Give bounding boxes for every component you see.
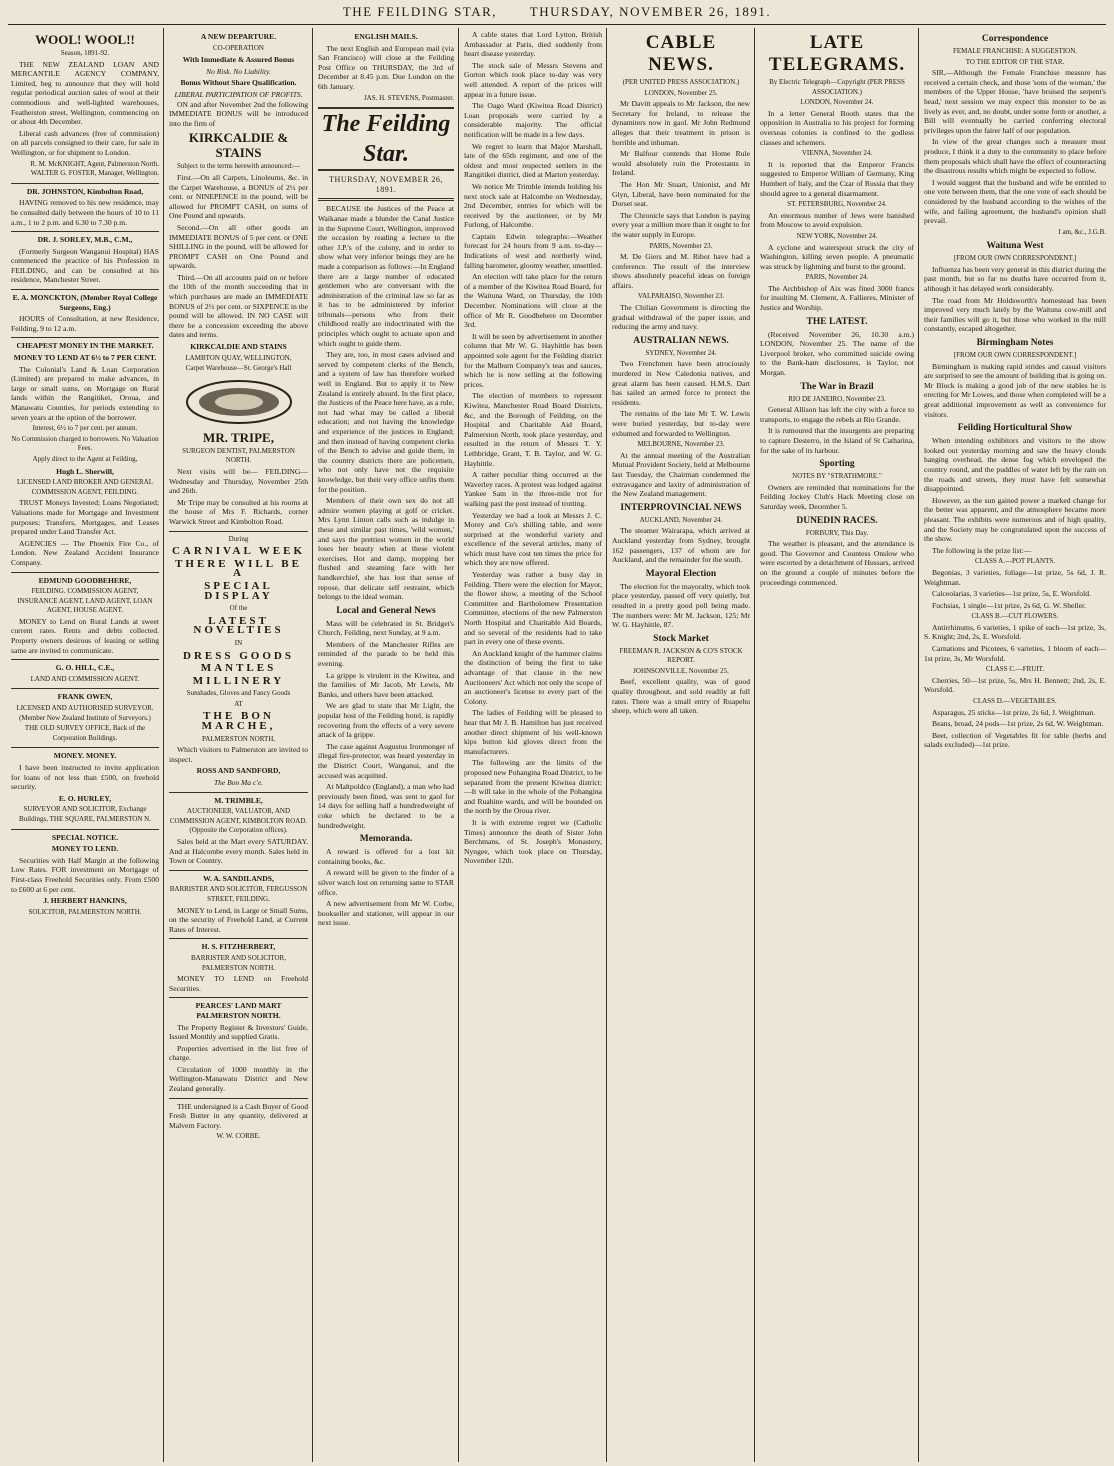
cable-item: The election for the mayoralty, which took place yesterday, passed off very quietly, but resulted in a pretty good poll being made. The numbers were: Mr M. Jackson, 125; Mr W. G. Hayhittle, 87. (612, 581, 750, 630)
cooperation: CO-OPERATION (213, 43, 264, 52)
dateline: AUCKLAND, November 24. (639, 515, 723, 524)
postmaster: JAS. H. STEVENS, Postmaster. (363, 93, 454, 102)
column-5-cable-news (609, 30, 753, 1460)
dateline: LONDON, November 25. (644, 88, 718, 97)
by-electric: By Electric Telegraph—Copyright (PER PRESS ASSOCIATION.) (769, 78, 905, 96)
stock-market-heading: Stock Market (653, 633, 709, 644)
prize-entry: Fuchsias, 1 single—1st prize, 2s 6d, G. W. Sheller. (932, 600, 1086, 610)
ad-rule (11, 572, 159, 573)
prize-entry: Carnations and Picotees, 6 varieties, 1 bloom of each—1st prize, 3s, Mr Worsfold. (924, 644, 1106, 663)
local-item-6: At Maltpoldco (England), a man who had previously been fined, was sent to gaol for 14 days for selling half a hundredweight of coke which he declared to be a hundredweight. (318, 782, 454, 830)
press-association: (PER UNITED PRESS ASSOCIATION.) (622, 78, 740, 86)
birmingham-paragraph: Birmingham is making rapid strides and casual visitors are surprised to see the amount of building that is going on. Mr Block is making a good job of the new stables he is erecting for Mr Lowes, and those when completed will be a great additional improvement as well as convenience for visitors. (924, 361, 1106, 419)
memoranda-heading: Memoranda. (359, 834, 413, 845)
news-paragraph: We notice Mr Trimble intends holding his next stock sale at Halcombe on Wednesday, 2nd December, entries for which will be received by the auctioneer, or by Mr Furlong, of Halcombe. (464, 181, 602, 230)
column-1-advertisements (8, 30, 162, 1460)
telegram-item: (Received November 26, 10.30 a.m.) LONDON, November 25. The name of the Liverpool broker, who committed suicide owing to the Bank-ham disclosures, is Taylor, not Morgan. (760, 329, 914, 378)
letter-signature: I am, &c., J.G.B. (1058, 227, 1106, 236)
dress-goods: DRESS GOODS (183, 649, 294, 662)
letter-paragraph: In view of the great changes such a measure must produce, I think it a duty to the community to place before them proposals which shall have the effect of counteracting the disastrous results which might be expected to follow. (924, 137, 1106, 176)
goodbehere-sub: FEILDING. COMMISSION AGENT, INSURANCE AGENT, LAND AGENT, LOAN AGENT, HOUSE AGENT. (17, 587, 153, 615)
tripe-heading: MR. TRIPE, (203, 429, 274, 445)
hill-sub: LAND AND COMMISSION AGENT. (30, 674, 140, 683)
column-divider (163, 28, 164, 1462)
wool-season: Season, 1891-92. (60, 49, 110, 57)
millinery: MILLINERY (192, 674, 285, 687)
prize-entry: Beet, collection of Vegetables fit for table (herbs and salads excluded)—1st prize. (924, 730, 1106, 750)
column-3-editorial (315, 30, 457, 1460)
editorial-dateline: THURSDAY, NOVEMBER 26, 1891. (329, 175, 443, 194)
dateline: ST. PETERSBURG, November 24. (787, 200, 887, 209)
sandilands-body: MONEY to Lend, in Large or Small Sums, on the security of Freehold Land, at Current Rates of Interest. (169, 905, 308, 934)
ad-rule (169, 1098, 308, 1099)
news-paragraph: It will be seen by advertisement in another column that Mr W. G. Hayhittle has been appointed sole agent for the Feilding district for the Malburn Company's teas and sauces, which he is now selling at the following prices. (464, 331, 602, 389)
wool-body: THE NEW ZEALAND LOAN AND MERCANTILE AGENCY COMPANY, Limited, beg to announce that they will hold regular periodical auction sales of wool at their commodious and well-lighted warehouses, Featherston street, Wellington, commencing on or about 4th December. (11, 59, 159, 127)
dateline: MELBOURNE, November 23. (637, 440, 725, 449)
which-visitors: Which visitors to Palmerston are invited to inspect. (169, 745, 308, 764)
hill-heading: G. O. HILL, C.E., (55, 663, 115, 673)
prize-list-intro: The following is the prize list:— (932, 545, 1032, 555)
hurley-heading: E. O. HURLEY, (58, 793, 112, 803)
latest-novelties: LATEST NOVELTIES (193, 614, 284, 637)
carpet-warehouse: Carpet Warehouse—St. George's Hall (185, 364, 292, 373)
birmingham-notes-heading: Birmingham Notes (976, 338, 1054, 349)
properties-advertised: Properties advertised in the list free of charge. (169, 1043, 308, 1063)
hurley-sub: SURVEYOR AND SOLICITOR, Exchange Buildings, THE SQUARE, PALMERSTON N. (19, 805, 151, 823)
column-2-advertisements (166, 30, 311, 1460)
second-term: Second.—On all other goods an IMMEDIATE BONUS of 5 per cent. or ONE SHILLING in the pound, will be allowed for PROMPT CASH on One Pound and upwards. (169, 222, 308, 271)
telegram-item: A cyclone and waterspout struck the city of Washington, killing seven people. A pneumatic was struck by lightning and burst to the ground. (760, 242, 914, 271)
dr-sorley-body: (Formerly Surgeon Wanganui Hospital) HAS commenced the practice of his Profession in FEILDING, and can be consulted at his residence, Manchester Street. (11, 246, 159, 285)
news-paragraph: Yesterday was rather a busy day in Feilding. There were the election for Mayor, the flower show, a meeting of the School Committee and Bartholomew Presentation Committee, elections of the new Palmerston North Hospital and Charitable Aid Boards, and so several of the residents had to take part in every one of these events. (464, 570, 602, 647)
australian-news-heading: AUSTRALIAN NEWS. (633, 335, 729, 346)
local-item-1: Mass will be celebrated in St. Bridget's Church, Feilding, next Sunday, at 9 a.m. (318, 618, 454, 638)
telegram-item: General Allison has left the city with a force to transports, to engage the rebels at Rio Grande. (760, 405, 914, 424)
local-item-3: La grippe is virulent in the Kiwitea, and the families of Mr Jacob, Mr Lewis, Mr Banks, and others have been attacked. (318, 670, 454, 699)
double-rule (318, 198, 454, 201)
news-paragraph: A rather peculiar thing occurred at the Waverley races. A protest was lodged against Yankee Sam in the three-mile trot for walking past the post instead of trotting. (464, 470, 602, 508)
colonial-loan-body: The Colonial's Land & Loan Corporation (Limited) are prepared to make advances, in large or small sums, on Mortgage on Rural lands within the Rangitikei, Oroua, and Manawatu Counties, for periods extending to seven years at the option of the borrower. (11, 364, 159, 422)
during: During (228, 534, 249, 543)
cable-item: At the annual meeting of the Australian Mutual Provident Society, held at Melbourne last Tuesday, the Chairman condemned the extravagance and laxity of administration of the New Zealand management. (612, 450, 750, 499)
telegram-item: It is reported that the Emperor Francis suggested to Emperor William of Germany, King Humbert of Italy, and the Czar of Russia that they should agree to a general disarmament. (760, 159, 914, 198)
cable-item: The Chronicle says that London is paying every year a million more than it ought to for the water supply in Europe. (612, 210, 750, 239)
dateline: VIENNA, November 24. (801, 149, 873, 158)
telegram-item: It is rumoured that the insurgents are preparing to capture Desterro, in the Island of St Catharina, for the sake of its harbour. (760, 426, 914, 455)
ross-sandford: ROSS AND SANDFORD, (196, 766, 281, 776)
cable-item: Two Frenchmen have been atrociously murdered in New Caledonia natives, and great alarm has been caused. H.M.S. Dart has sailed an armed force to protect the residents. (612, 359, 750, 407)
apply-direct: Apply direct to the Agent at Feilding, (32, 454, 138, 463)
dateline: JOHNSONVILLE, November 25. (633, 666, 729, 675)
local-item-4: We are glad to state that Mr Light, the popular host of the Feilding hotel, is rapidly recovering from the effects of a very severe attack of la grippe. (318, 701, 454, 740)
no-commission: No Commission charged to borrowers. No Valuation Fees. (11, 434, 159, 453)
no-risk: No Risk. No Liability. (206, 66, 271, 76)
ad-rule (11, 183, 159, 184)
from-correspondent: [FROM OUR OWN CORRESPONDENT.] (953, 254, 1077, 263)
waituna-paragraph: The road from Mr Holdsworth's homestead has been improved very much lately by the Waituna cow-mill and their families will go it, but those who worked in the mill constantly, escaped altogether. (924, 295, 1106, 334)
lambton-quay: LAMBTON QUAY, WELLINGTON, (185, 353, 292, 362)
trust-body: TRUST Moneys Invested; Loans Negotiated; Valuations made for Mortgage and Investment purposes; Transfers, Mortgages, and Leases prepared under Land Transfer Act. (11, 498, 159, 537)
class-heading: CLASS D.—VEGETABLES. (973, 697, 1057, 706)
dateline: SYDNEY, November 24. (645, 348, 717, 357)
trimble-heading: M. TRIMBLE, (214, 795, 263, 805)
waituna-paragraph: Influenza has been very general in this district during the past month, but so far no deaths have occurred from it, although it has delayed work considerably. (924, 264, 1106, 294)
dr-johnston-heading: DR. JOHNSTON, Kimbolton Road, (26, 186, 144, 196)
cable-item: The Chilian Government is directing the gradual withdrawal of the paper issue, and reducing the army and navy. (612, 303, 750, 332)
ad-rule (11, 289, 159, 290)
agencies: AGENCIES — The Phoenix Fire Co., of London. New Zealand Accident Insurance Company. (11, 538, 159, 567)
monckton-body: HOURS of Consultation, at new Residence, Feilding, 9 to 12 a.m. (11, 314, 159, 333)
cable-item: The steamer Wairarapa, which arrived at Auckland yesterday from Sydney, brought 162 passengers, 137 of whom are for Auckland, and the remainder for the south. (612, 526, 750, 565)
memo-item-2: A reward will be given to the finder of a silver watch lost on returning same to STAR office. (318, 868, 454, 897)
class-heading: CLASS C.—FRUIT. (985, 665, 1045, 674)
dateline: VALPARAISO, November 23. (637, 292, 725, 301)
dunedin-races-heading: DUNEDIN RACES. (796, 515, 878, 526)
telegram-item: An enormous number of Jews were banished from Moscow to avoid expulsion. (760, 210, 914, 230)
prize-entry: Cherries, 50—1st prize, 5s, Mrs H. Bennett; 2nd, 2s, E. Worsfold. (924, 675, 1106, 695)
class-heading: CLASS A.—POT PLANTS. (974, 557, 1055, 566)
in: IN (234, 638, 243, 647)
dateline: NEW YORK, November 24. (796, 231, 878, 240)
news-paragraph: The stock sale of Messrs Stevens and Gorton which took place to-day was very well attended. A report of the prices will appear in a future issue. (464, 60, 602, 99)
mtl-body: Securities with Half Margin at the following Low Rates. FOR investment on Mortgage of First-class Freehold Securities only. From £500 to £600 at 6 per cent. (11, 855, 159, 894)
dr-sorley-heading: DR. J. SORLEY, M.B., C.M., (37, 235, 133, 245)
ad-rule (11, 747, 159, 748)
news-paragraph: It is with extreme regret we (Catholic Times) announce the death of Sister John Berchmans, of St. Joseph's Monastery, Nyngee, which took place on Thursday, November 12th. (464, 817, 602, 866)
monckton-heading: E. A. MONCKTON, (Member Royal College Surgeons, Eng.) (12, 293, 158, 312)
leader-paragraph-3: Members of their own sex do not all admire women playing at golf or cricket. Mrs Lynn Linton calls such as indulge in these and similar past times, 'wild women,' and says the prettiest women in the world loses her beauty when at these violent exercises. Hot and damp, mopping her flushed and steaming face with her handkerchief, she has lost that sense of repose, that delicate self restraint, which belongs to the ideal woman. (318, 496, 454, 602)
bonus-heading: Bonus Without Share Qualification. (180, 78, 297, 88)
ad-rule (169, 938, 308, 939)
cable-item: M. De Giers and M. Ribot have had a conference. The result of the interview shows absolutely peaceful ideas on foreign affairs. (612, 252, 750, 290)
ornamental-cartouche-image (184, 378, 294, 426)
mayoral-election-heading: Mayoral Election (645, 568, 717, 579)
hankins-heading: J. HERBERT HANKINS, (43, 896, 127, 906)
special-notice-heading: SPECIAL NOTICE. (51, 832, 119, 842)
from-correspondent: [FROM OUR OWN CORRESPONDENT.] (953, 351, 1077, 360)
english-mails-body: The next English and European mail (via San Francisco) will close at the Feilding Post Office on THURSDAY, the 3rd of December at 8.45 p.m. Due London on the 6th January. (318, 43, 454, 91)
owen-sub: LICENSED AND AUTHORISED SURVEYOR. (Member New Zealand Institute of Surveyors.) (16, 704, 154, 722)
mantles: MANTLES (200, 662, 277, 675)
goodbehere-body: MONEY to Lend on Rural Lands at sweet current rates. Rents and debts collected. Property owners desirous of leasing or selling same are invited to communicate. (11, 616, 159, 655)
ad-rule (169, 997, 308, 998)
fitzherbert-sub: BARRISTER AND SOLICITOR, PALMERSTON NORTH. (191, 953, 286, 972)
trimble-body: Sales held at the Mart every SATURDAY. And at Halcombe every month. Sales held in Town or Country. (169, 837, 308, 866)
ad-rule (11, 659, 159, 660)
masthead (0, 4, 1114, 22)
palmerston-north: PALMERSTON NORTH, (201, 734, 276, 743)
leader-paragraph-2: They are, too, in most cases advised and served by competent clerks of the Bench, and a system of law has therefore worked well in England. But to apply it to New Zealand is entirely absurd. In the first place, the Justices of the Peace here have, as a rule, not had what may be called a liberal education; and not having the knowledge and experience of the justices in England; and then instead of having competent clerks of the Bench to advise and guide them, in the country districts there are policemen, who not only have not the requisite knowledge, but their very office unfits them for the position. (318, 350, 454, 494)
money-heading: MONEY. MONEY. (53, 751, 117, 761)
column-divider (754, 28, 755, 1462)
local-item-2: Members of the Manchester Rifles are reminded of the parade to be held this evening. (318, 639, 454, 669)
fitzherbert-heading: H. S. FITZHERBERT, (201, 942, 276, 952)
masthead-title: THE FEILDING STAR, (342, 4, 498, 19)
carnival-week: CARNIVAL WEEK (171, 545, 306, 558)
column-6-late-telegrams (757, 30, 917, 1460)
of-the: Of the (229, 604, 248, 613)
tripe-sub: SURGEON DENTIST, PALMERSTON NORTH. (182, 446, 295, 465)
war-in-brazil-heading: The War in Brazil (800, 381, 874, 392)
ad-rule (169, 531, 308, 532)
dateline: FORBURY, This Day. (805, 528, 869, 537)
news-paragraph: The following are the limits of the proposed new Pohangina Road District, to be separated from the present Kiwitea district:—It will take in the whole of the Pohangina and Ruahine wards, and will be bounded on the north by the Oroua river. (464, 758, 602, 816)
cable-item: Mr Balfour contends that Home Rule would absolutely ruin the Protestants in Ireland. (612, 149, 750, 178)
column-7-correspondence (921, 30, 1109, 1460)
kirkcaldie-stains-2: KIRKCALDIE AND STAINS (190, 342, 287, 352)
to-the-editor: TO THE EDITOR OF THE STAR. (965, 57, 1065, 66)
waituna-west-heading: Waituna West (986, 241, 1044, 252)
kirkcaldie-stains: KIRKCALDIE & STAINS (188, 130, 289, 161)
cable-item: Beef, excellent quality, was of good quality throughout, and sold readily at full rates. There was a small entry of Ruapehu sheep, which were all taken. (612, 677, 750, 716)
hankins-sub: SOLICITOR, PALMERSTON NORTH. (28, 907, 142, 916)
masthead-date: THURSDAY, NOVEMBER 26, 1891. (529, 4, 772, 19)
tripe-visit: Next visits will be— FEILDING—Wednesday and Thursday, November 25th and 26th. (169, 467, 308, 496)
ad-rule (11, 337, 159, 338)
horticultural-show-heading: Feilding Horticultural Show (957, 423, 1073, 434)
interprovincial-heading: INTERPROVINCIAL NEWS (620, 502, 742, 513)
telegram-item: In a letter General Booth states that the opposition in Australia to his project for forming overseas colonies is confined to the godless classes and schemers. (760, 108, 914, 147)
masthead-rule (8, 24, 1106, 25)
prize-entry: Begonias, 3 varieties, foliage—1st prize, 5s 6d, J. R. Weightman. (924, 567, 1106, 587)
cable-news-heading: CABLE NEWS. (645, 32, 717, 75)
tripe-body: Mr Tripe may be consulted at his rooms at the house of Mrs F. Richards, corner Warwick Street and Kimbolton Road. (169, 497, 308, 526)
english-mails-heading: ENGLISH MAILS. (354, 32, 418, 41)
circulation: Circulation of 1000 monthly in the Wellington-Manawatu District and New Zealand generally. (169, 1064, 308, 1094)
class-heading: CLASS B.—CUT FLOWERS. (971, 612, 1059, 621)
ad-rule (11, 829, 159, 830)
news-paragraph: The election of members to represent Kiwitea, Manchester Road Board Districts, &c, and the Borough of Feilding, on the Hospital and Charitable Aid Board, Palmerston North, took place yesterday, and resulted in the return of Messrs T. Y. Lethbridge, Grant, T. B. Taylor, and W. G. Hayhittle. (464, 391, 602, 468)
column-divider (458, 28, 459, 1462)
show-paragraph: When intending exhibitors and visitors to the show looked out yesterday morning and saw the heavy clouds hanging overhead, the dense fog which enveloped the country round, and the puddles of water left by the rain on the roads and streets, they must have felt somewhat disappointed. (924, 436, 1106, 494)
sporting-heading: Sporting (819, 459, 855, 470)
notes-by: NOTES BY "STRATHMORE." (792, 472, 882, 481)
leader-paragraph-1: BECAUSE the Justices of the Peace at Waikanae made a blunder the Canal Justice in the Supreme Court, Wellington, improved the occasion by reading a lecture to the other J.P.'s of the colony, and in order to show what very inferior beings they are he made a comparison as follows:—In England there are a large number of educated gentlemen who are conversant with the administration of the criminal law so far as it has to be administered by inferior tribunals—persons who from their childhood really are indoctrinated with the principles which ought to actuate upon and which ought to guide them. (318, 204, 454, 348)
news-paragraph: An election will take place for the return of a member of the Kiwitea Road Board, for the Waituna Ward, on Thursday, the 10th December. Nominations will close at the office of Mr R. Goodbehere on December 3rd. (464, 272, 602, 330)
first-term: First.—On all Carpets, Linoleums, &c. in the Carpet Warehouse, a BONUS of 2½ per cent. or NINEPENCE in the pound, will be allowed for PROMPT CASH, on sums of One Pound and upwards. (169, 172, 308, 221)
sandilands-sub: BARRISTER AND SOLICITOR, FERGUSSON STREET, FEILDING. (169, 885, 308, 903)
the-latest-heading: THE LATEST. (806, 316, 868, 327)
subject-terms: Subject to the terms herewith announced:— (176, 162, 301, 171)
sandilands-heading: W. A. SANDILANDS, (203, 873, 274, 883)
hugh-sherwill-heading: Hugh L. Sherwill, (56, 466, 114, 476)
liberal-participation: LIBERAL PARTICIPATION OF PROFITS. (174, 89, 303, 99)
column-divider (312, 28, 313, 1462)
news-paragraph: A cable states that Lord Lytton, British Ambassador at Paris, died suddenly from heart disease yesterday. (464, 30, 602, 59)
cheapest-money-heading: CHEAPEST MONEY IN THE MARKET. (16, 341, 154, 351)
news-paragraph: We regret to learn that Major Marshall, late of the 65th regiment, and one of the oldest and most respected settlers in the Rangitikei district, died at Marton yesterday. (464, 141, 602, 180)
news-paragraph: Captain Edwin telegraphs:—Weather forecast for 24 hours from 9 a.m. to-day—Indications of west and northerly wind, falling barometer, gloomy weather, unsettled. (464, 231, 602, 270)
prize-entry: Beans, broad, 24 pods—1st prize, 2s 6d, W. Weightman. (932, 719, 1104, 729)
third-term: Third.—On all accounts paid on or before the 10th of the month succeeding that in which purchases are made an IMMEDIATE BONUS of 2½ per cent. or SIXPENCE in the pound will be allowed. IN NO CASE will there be a concession exceeding the above dates and terms. (169, 272, 308, 340)
property-register: The Property Register & Investors' Guide, Issued Monthly and supplied Gratis. (169, 1022, 308, 1042)
cable-item: Mr Davitt appeals to Mr Jackson, the new Secretary for Ireland, to release the dynamiters now in gaol. Mr John Redmond alleges that their treatment in prison is horrible and inhuman. (612, 99, 750, 147)
prize-entry: Asparagus, 25 sticks—1st prize, 2s 6d, J. Weightman. (932, 707, 1096, 717)
goodbehere-heading: EDMUND GOODBEHERE, (38, 575, 132, 585)
hugh-sherwill-sub: LICENSED LAND BROKER AND GENERAL COMMISSION AGENT, FEILDING. (16, 478, 154, 496)
female-franchise-title: FEMALE FRANCHISE: A SUGGESTION. (952, 47, 1078, 55)
ad-rule (11, 688, 159, 689)
money-to-lend-heading: MONEY TO LEND AT 6½ to 7 PER CENT. (13, 353, 157, 363)
dateline: PARIS, November 23. (649, 241, 713, 250)
column-divider (606, 28, 607, 1462)
prize-entry: Calceolarias, 3 varieties—1st prize, 5s, E. Worsfold. (932, 589, 1091, 599)
interest-rate: Interest, 6½ to 7 per cent. per annum. (32, 424, 138, 433)
new-departure: A NEW DEPARTURE. (200, 32, 277, 41)
correspondence-heading: Correspondence (981, 34, 1049, 44)
trimble-sub: AUCTIONEER, VALUATOR, AND COMMISSION AGENT, KIMBOLTON ROAD. (Opposite the Corporation offices). (169, 807, 308, 835)
local-item-5: The case against Augustus Ironmonger of illegal fire-protector, was heard yesterday in the District Court, Wanganui, and the accused was acquitted. (318, 741, 454, 780)
ad-rule (11, 231, 159, 232)
there-will-be: THERE WILL BE A (175, 557, 302, 580)
dr-johnston-body: HAVING removed to his new residence, may be consulted daily between the hours of 10 to 11 a.m., 1 to 2 p.m. and 6.30 to 7.30 p.m. (11, 198, 159, 227)
cable-item: The remains of the late Mr T. W. Lewis were buried yesterday, but to-day were exhumed and forwarded to Wellington. (612, 409, 750, 438)
letter-paragraph: SIR,—Although the Female Franchise measure has received a certain check, and those 'sons of the woman,' the members of the Upper House, 'have bruised the serpent's head,' next session we may expect this monster to be as lively as ever, and, no doubt, under some form or another, a Bill will eventually be carried conferring electoral privileges upon the fairer half of our population. (924, 68, 1106, 135)
freeman-report: FREEMAN R. JACKSON & CO'S STOCK REPORT. (619, 646, 743, 665)
ad-rule (169, 870, 308, 871)
show-paragraph: However, as the sun gained power a marked change for the better was apparent, and the atmosphere became more pleasant. The exhibits were numerous and of high quality, and the Society may be congratulated upon the success of the show. (924, 495, 1106, 544)
fitzherbert-body: MONEY TO LEND on Freehold Securities. (169, 974, 308, 993)
owen-heading: FRANK OWEN, (57, 692, 113, 702)
survey-office: THE OLD SURVEY OFFICE, Back of the Corporation Buildings. (24, 724, 146, 742)
wool-body-2: Liberal cash advances (free of commission) on all parcels consigned to their care, for sale in Wellington, or for shipment to London. (11, 128, 159, 157)
dateline: LONDON, November 24. (800, 98, 874, 107)
bon-marche-sign: The Bon Ma c'e. (213, 778, 264, 788)
dateline: RIO DE JANEIRO, November 23. (788, 394, 886, 403)
telegram-item: The Archbishop of Aix was fined 3000 francs for insulting M. Clement, A. Fallieres, Minister of Justice and Worship. (760, 283, 914, 313)
wool-heading: WOOL! WOOL!! (35, 32, 135, 47)
money-body: I have been instructed to invite application for loans of not less than £500, on freehold security. (11, 763, 159, 792)
ad-rule (169, 792, 308, 793)
letter-paragraph: I would suggest that the husband and wife be entitled to one vote between them, that the one vote of each should be considered by the husband according to the wishes of the wife, and failing agreement, the husband's opinion shall prevail. (924, 177, 1106, 226)
special-display: SPECIAL DISPLAY (204, 579, 273, 602)
pearce-heading: PEARCES' LAND MART PALMERSTON NORTH. (195, 1001, 282, 1020)
memo-item-3: A new advertisement from Mr W. Corbe, bookseller and stationer, will appear in our next issue. (318, 899, 454, 928)
late-telegrams-heading: LATE TELEGRAMS. (768, 32, 906, 75)
news-paragraph: An Auckland knight of the hammer claims the distinction of being the first to take advantage of that clause in the new Auctioneers' Act which not only the scope of an auctioneer's license to every part of the Colony. (464, 648, 602, 706)
news-paragraph: The Oago Ward (Kiwitea Road District) Loan proposals were carried by a considerable majority. The official notification will be made in a few days. (464, 101, 602, 139)
prize-entry: Antirrhinums, 6 varieties, 1 spike of each—1st prize, 3s, S. Knight; 2nd, 2s, E. Worsfold. (924, 622, 1106, 642)
butter-buyer: THE undersigned is a Cash Buyer of Good Fresh Butter in any quantity, delivered at Malvern Factory. (169, 1101, 308, 1130)
news-paragraph: Yesterday we had a look at Messrs J. C. Morey and Co's shilling table, and were surprised at the wonderful variety and excellence of the several articles, many of which must have cost ten times the price for which they are now offered. (464, 510, 602, 568)
corbe: W. W. CORBE. (216, 1132, 261, 1141)
cable-item: The Hon Mr Stuart, Unionist, and Mr Glyn, Liberal, have been nominated for the Dorset seat. (612, 179, 750, 209)
local-general-heading: Local and General News (336, 605, 436, 616)
feilding-star-logo: The Feilding Star. (318, 107, 454, 171)
column-divider (918, 28, 919, 1462)
telegram-item: The weather is pleasant, and the attendance is good. The Governor and Countess Onslow who were escorted by a detachment of Hussars, arrived on the ground a couple of minutes before the proceedings commenced. (760, 539, 914, 587)
telegram-item: Owners are reminded that nominations for the Feilding Jockey Club's Hack Meeting close on Saturday week, December 5. (760, 482, 914, 511)
on-and-after: ON and after November 2nd the following IMMEDIATE BONUS will be introduced into the firm of (169, 99, 308, 128)
immediate-bonus: With Immediate & Assured Bonus (182, 55, 295, 65)
news-paragraph: The ladies of Feilding will be pleased to hear that Mr J. B. Hamilton has just received another direct shipment of his well-known kips button kid gloves direct from the manufacturers. (464, 708, 602, 756)
wool-signature: R. M. McKNIGHT, Agent, Palmerston North. WALTER G. FOSTER, Manager, Wellington. (30, 159, 159, 178)
bon-marche: THE BON MARCHE, (201, 710, 276, 733)
column-4-local-news (461, 30, 605, 1460)
sunshades: Sunshades, Gloves and Fancy Goods (186, 689, 291, 698)
at: AT (234, 699, 243, 708)
dateline: PARIS, November 24. (805, 273, 869, 282)
memo-item-1: A reward is offered for a lost kit containing books, &c. (318, 847, 454, 866)
mtl-heading: MONEY TO LEND. (51, 844, 119, 854)
